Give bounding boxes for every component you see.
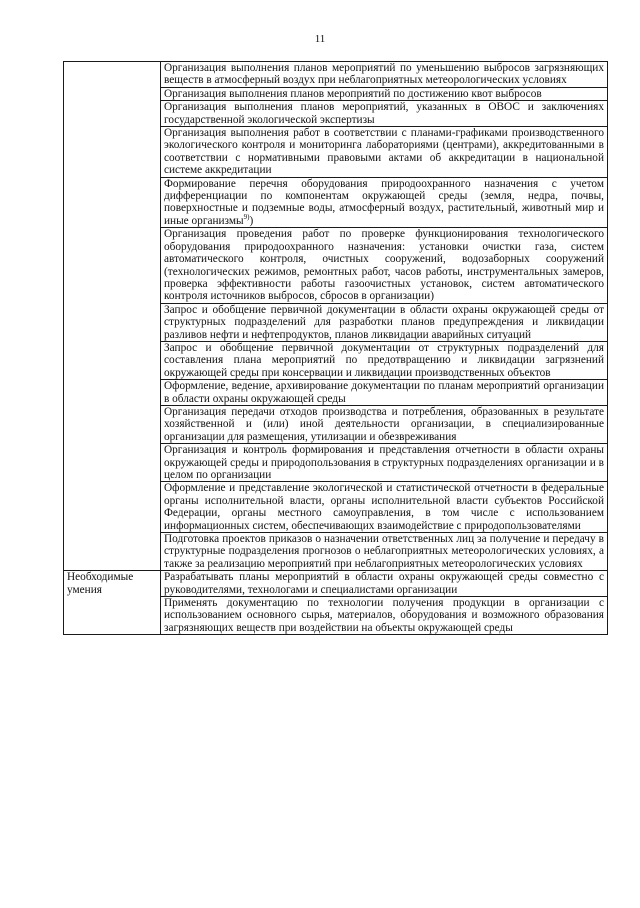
row-label-empty [64,62,161,571]
table-cell: Подготовка проектов приказов о назначении ответственных лиц за получение и передачу в структурные подразделения прогнозов о неблагоприятных метеорологических условиях, а также за реализацию мероприятий при неблагоприятных метеорологических условиях [161,533,608,571]
table-row [64,571,608,597]
table-cell: Оформление, ведение, архивирование документации по планам мероприятий организации в области охраны окружающей среды [161,380,608,406]
table-cell: Организация передачи отходов производства и потребления, образованных в результате хозяйственной и (или) иной деятельности организации, в специализированные организации для размещения, утилизации и обезвреживания [161,405,608,443]
table-row [64,62,608,88]
page-number: 11 [314,33,326,45]
table-cell: Формирование перечня оборудования природоохранного назначения с учетом дифференциации по компонентам окружающей среды (земля, недра, почвы, поверхностные и подземные воды, атмосферный воздух, растительный, животный мир и иные организмы$^{9)}$) [161,177,608,228]
row-label-required-skills: Необходимые умения [64,571,161,635]
footnote-marker: 9) [243,213,250,222]
table-cell: Разрабатывать планы мероприятий в области охраны окружающей среды совместно с руководителями, технологами и специалистами организации [161,571,608,597]
table-cell: Организация выполнения планов мероприятий, указанных в ОВОС и заключениях государственной экологической экспертизы [161,101,608,127]
table-cell: Применять документацию по технологии получения продукции в организации с использованием основного сырья, материалов, оборудования и возможного образования загрязняющих веществ при воздействии на объекты окружающей среды [161,597,608,635]
table-cell: Запрос и обобщение первичной документации в области охраны окружающей среды от структурных подразделений для разработки планов предупреждения и ликвидации разливов нефти и нефтепродуктов, планов ликвидации аварийных ситуаций [161,303,608,341]
table-cell-text: Формирование перечня оборудования природоохранного назначения с учетом дифференциации по компонентам окружающей среды (земля, недра, почвы, поверхностные и подземные воды, атмосферный воздух, растительный, животный мир и иные организмы [164,177,604,227]
table-cell: Организация выполнения планов мероприятий по достижению квот выбросов [161,87,608,100]
table-cell: Оформление и представление экологической и статистической отчетности в федеральные органы исполнительной власти, органы исполнительной власти субъектов Российской Федерации, органы местного самоуправления, в том числе с использованием информационных систем, обеспечивающих взаимодействие с природопользователями [161,482,608,533]
table-cell: Организация выполнения планов мероприятий по уменьшению выбросов загрязняющих веществ в атмосферный воздух при неблагоприятных метеорологических условиях [161,62,608,88]
labor-functions-table [63,61,608,635]
table-cell: Запрос и обобщение первичной документации от структурных подразделений для составления плана мероприятий по предотвращению и ликвидации загрязнений окружающей среды при консервации и ликвидации производственных объектов [161,341,608,379]
table-cell: Организация проведения работ по проверке функционирования технологического оборудования природоохранного назначения: установки очистки газа, систем автоматического контроля, очистных сооружений, водозаборных сооружений (технологических режимов, ремонтных работ, часов работы, инструментальных замеров, проверка эффективности работы газоочистных установок, систем автоматического контроля источников выбросов, сбросов в организации) [161,228,608,303]
table-cell: Организация и контроль формирования и представления отчетности в области охраны окружающей среды и природопользования в структурных подразделениях организации и в целом по организации [161,444,608,482]
table-cell: Организация выполнения работ в соответствии с планами-графиками производственного экологического контроля и мониторинга лабораториями (центрами), аккредитованными в соответствии с нормативными правовыми актами об аккредитации в национальной системе аккредитации [161,127,608,178]
